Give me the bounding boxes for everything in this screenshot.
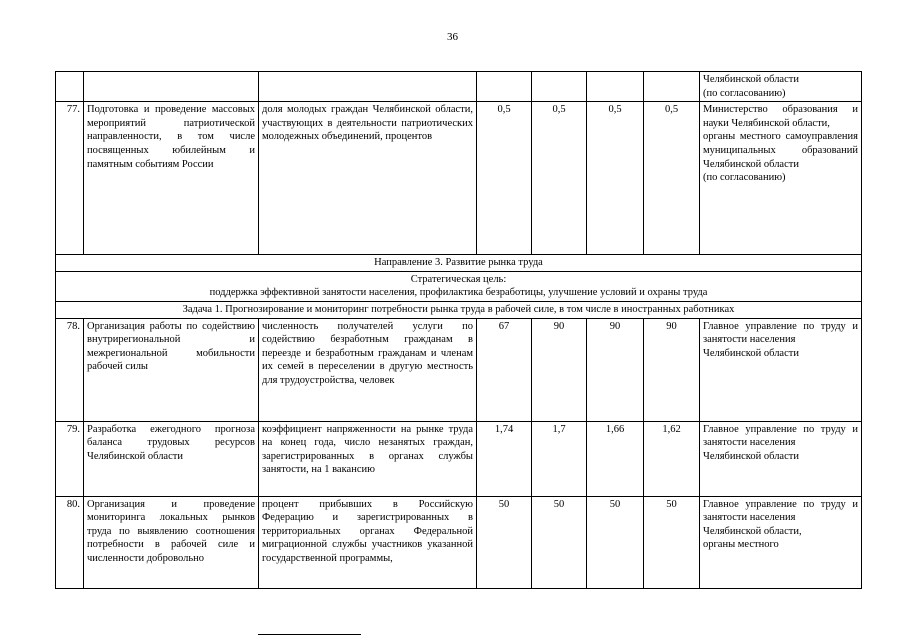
table-row-79: [56, 421, 862, 496]
table-row-continuation: [56, 72, 862, 102]
indicator-cell: процент прибывших в Российскую Федерацию и зарегистрированных в территориальных органах Федеральной миграционной службы участников указанной государственной программы,: [262, 498, 473, 564]
task-row: [56, 301, 862, 318]
value-cell: 0,5: [608, 104, 622, 116]
table-row-80: [56, 496, 862, 588]
value-cell: 1,62: [662, 423, 681, 435]
executor-cell: Министерство образования и науки Челябинской области, органы местного самоуправления муниципальных образований Челябинской области (по согласованию): [703, 104, 858, 184]
goal-text: поддержка эффективной занятости населения, профилактика безработицы, улучшение условий и охраны труда: [209, 287, 708, 299]
executor-cell: Челябинской области (по согласованию): [703, 74, 799, 99]
value-cell: 0,5: [664, 104, 679, 116]
event-cell: Разработка ежегодного прогноза баланса трудовых ресурсов Челябинской области: [87, 423, 255, 462]
direction-title: Направление 3. Развитие рынка труда: [374, 257, 543, 269]
executor-cell: Главное управление по труду и занятости населения Челябинской области, органы местного: [703, 498, 858, 551]
value-cell: 1,74: [494, 423, 514, 435]
executor-cell: Главное управление по труду и занятости населения Челябинской области: [703, 320, 858, 359]
executor-cell: Главное управление по труду и занятости населения Челябинской области: [703, 423, 858, 462]
row-number: 77.: [66, 104, 80, 116]
row-number: 79.: [66, 423, 80, 435]
value-cell: 0,5: [497, 104, 511, 116]
page-number: 36: [447, 31, 458, 43]
row-number: 78.: [66, 320, 80, 332]
task-title: Задача 1. Прогнозирование и мониторинг потребности рынка труда в рабочей силе, в том числе в иностранных работниках: [182, 303, 735, 315]
program-table: [55, 71, 862, 589]
row-number: 80.: [66, 498, 80, 510]
goal-title: Стратегическая цель:: [410, 273, 507, 285]
indicator-cell: коэффициент напряженности на рынке труда на конец года, число незанятых граждан, зарегистрированных в органах службы занятости, на 1 вакансию: [262, 423, 473, 476]
value-cell: 90: [553, 320, 565, 332]
table-row-77: [56, 102, 862, 255]
value-cell: 0,5: [552, 104, 566, 116]
event-cell: Организация и проведение мониторинга локальных рынков труда по выявлению соотношения потребности в рабочей силе и численности добровольно: [87, 498, 255, 564]
value-cell: 90: [609, 320, 621, 332]
value-cell: 67: [498, 320, 510, 332]
value-cell: 50: [609, 498, 621, 510]
value-cell: 50: [666, 498, 677, 510]
value-cell: 50: [553, 498, 565, 510]
value-cell: 90: [666, 320, 677, 332]
direction-row: [56, 255, 862, 272]
goal-row: [56, 271, 862, 301]
value-cell: 50: [498, 498, 510, 510]
footnote-separator: [258, 634, 361, 635]
event-cell: Подготовка и проведение массовых мероприятий патриотической направленности, в том числе посвященных юбилейным и памятным событиям России: [87, 104, 255, 170]
indicator-cell: численность получателей услуги по содействию безработным гражданам в переезде и безработным гражданам и членам их семей в переселении в другую местность для трудоустройства, человек: [262, 320, 473, 386]
indicator-cell: доля молодых граждан Челябинской области, участвующих в деятельности патриотических молодежных объединений, процентов: [262, 104, 473, 143]
table-row-78: [56, 318, 862, 421]
value-cell: 1,7: [552, 423, 566, 435]
event-cell: Организация работы по содействию внутрирегиональной и межрегиональной мобильности рабочей силы: [87, 320, 255, 373]
value-cell: 1,66: [605, 423, 625, 435]
